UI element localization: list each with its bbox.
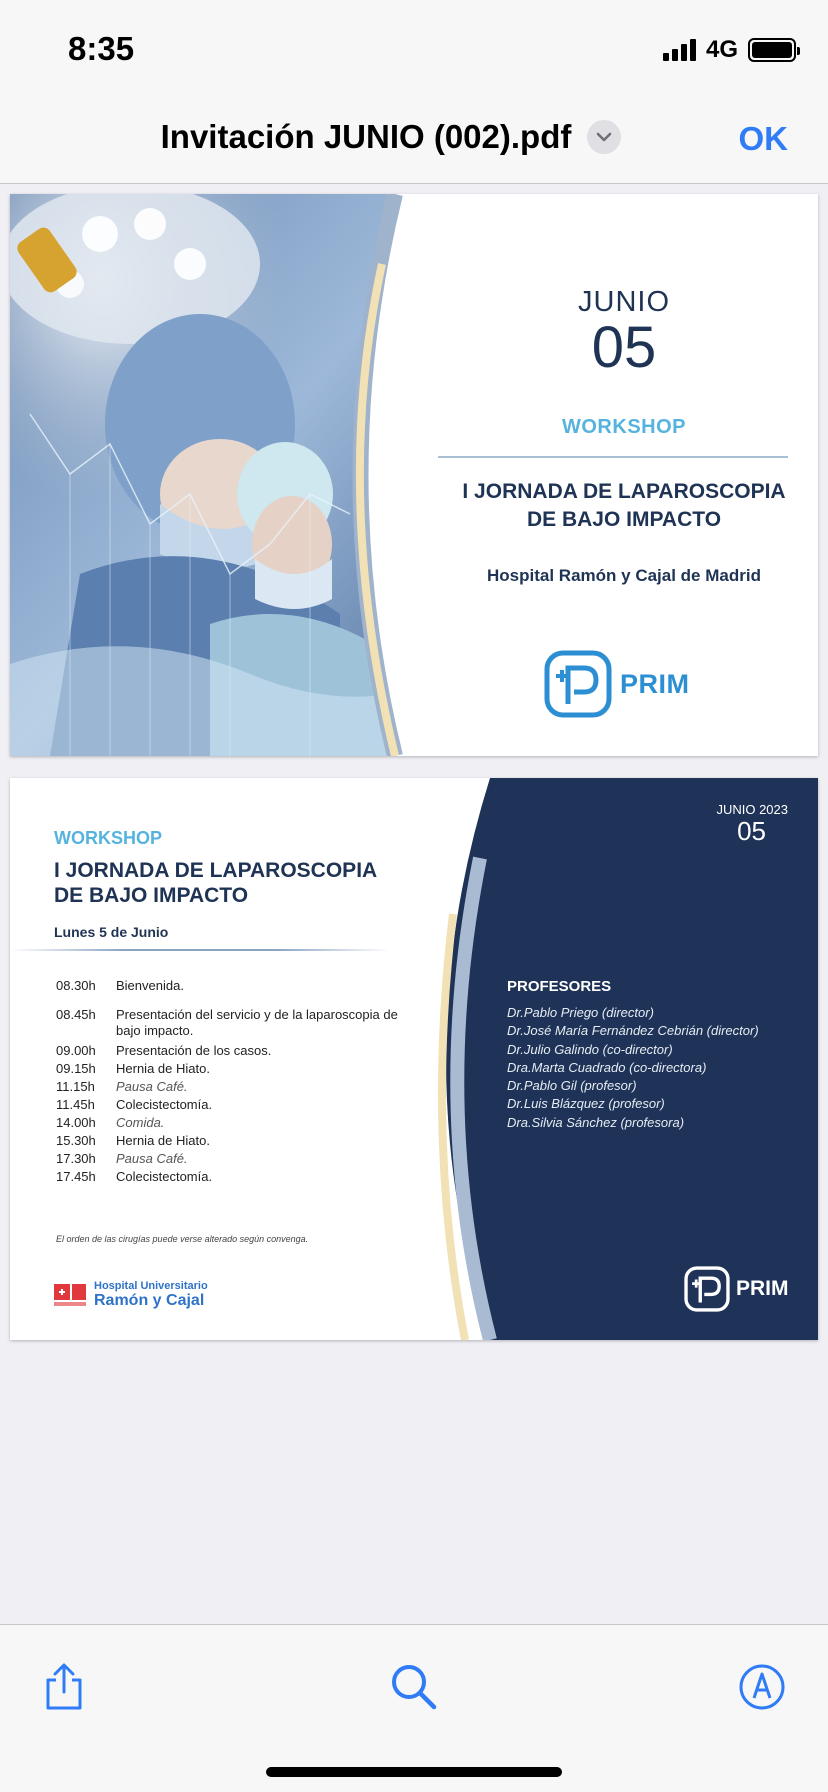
prim-logo-icon bbox=[544, 650, 612, 718]
professor-item: Dr.Pablo Gil (profesor) bbox=[507, 1078, 637, 1094]
status-time: 8:35 bbox=[68, 30, 135, 67]
prim-logo-white-text: PRIM bbox=[736, 1277, 789, 1300]
bottom-toolbar bbox=[0, 1624, 828, 1792]
program-date: Lunes 5 de Junio bbox=[54, 924, 169, 940]
schedule-item: Colecistectomía. bbox=[116, 1097, 213, 1112]
cover-day: 05 bbox=[591, 315, 657, 380]
cover-title-line2: DE BAJO IMPACTO bbox=[526, 508, 722, 531]
schedule-item: Colecistectomía. bbox=[116, 1169, 213, 1184]
schedule-time: 09.15h bbox=[56, 1061, 96, 1076]
schedule-time: 11.45h bbox=[56, 1097, 95, 1112]
schedule-item: Presentación de los casos. bbox=[116, 1043, 272, 1058]
chevron-down-icon[interactable] bbox=[587, 120, 621, 154]
status-bar bbox=[0, 0, 828, 92]
search-icon[interactable] bbox=[384, 1657, 444, 1717]
cover-workshop-label: WORKSHOP bbox=[562, 416, 686, 438]
program-day: 05 bbox=[737, 816, 766, 846]
schedule-time: 08.45h bbox=[56, 1007, 96, 1022]
schedule-time: 17.45h bbox=[56, 1169, 96, 1184]
schedule-time: 08.30h bbox=[56, 978, 96, 993]
program-month-year: JUNIO 2023 bbox=[716, 802, 788, 817]
home-indicator bbox=[266, 1767, 562, 1777]
schedule-item: Comida. bbox=[116, 1115, 165, 1130]
cover-divider bbox=[438, 456, 788, 458]
schedule-item: Pausa Café. bbox=[116, 1151, 188, 1166]
program-workshop-label: WORKSHOP bbox=[54, 828, 162, 848]
cellular-signal-icon bbox=[663, 39, 696, 61]
schedule-time: 15.30h bbox=[56, 1133, 96, 1148]
professor-item: Dr.Pablo Priego (director) bbox=[507, 1005, 654, 1020]
professor-item: Dra.Marta Cuadrado (co-directora) bbox=[507, 1059, 707, 1075]
hospital-logo-line1: Hospital Universitario bbox=[94, 1280, 208, 1292]
document-title[interactable]: Invitación JUNIO (002).pdf bbox=[160, 118, 572, 155]
professor-item: Dr.José María Fernández Cebrián (director) bbox=[507, 1023, 759, 1039]
schedule-item: Hernia de Hiato. bbox=[116, 1133, 210, 1148]
surgeons-photo bbox=[10, 194, 470, 756]
pdf-page-2 bbox=[10, 778, 818, 1340]
schedule-note: El orden de las cirugías puede verse alterado según convenga. bbox=[56, 1234, 309, 1244]
cover-title bbox=[430, 478, 818, 534]
schedule-item: Bienvenida. bbox=[116, 978, 184, 993]
program-title-line1: I JORNADA DE LAPAROSCOPIA bbox=[54, 859, 378, 882]
professors-panel bbox=[440, 778, 818, 1340]
ok-button[interactable]: OK bbox=[738, 120, 788, 157]
nav-bar bbox=[0, 92, 828, 184]
professor-item: Dr.Luis Blázquez (profesor) bbox=[507, 1096, 665, 1112]
schedule-item: Pausa Café. bbox=[116, 1079, 188, 1094]
hospital-logo-line2: Ramón y Cajal bbox=[94, 1292, 205, 1309]
prim-logo-white-icon bbox=[684, 1266, 730, 1312]
pdf-page-1 bbox=[10, 194, 818, 756]
schedule-time: 11.15h bbox=[56, 1079, 95, 1094]
cover-text-block bbox=[430, 194, 818, 756]
status-indicators bbox=[663, 36, 796, 64]
schedule-time: 14.00h bbox=[56, 1115, 96, 1130]
professors-list bbox=[507, 1004, 759, 1132]
professor-item: Dra.Silvia Sánchez (profesora) bbox=[507, 1114, 685, 1130]
professor-item: Dr.Julio Galindo (co-director) bbox=[507, 1041, 673, 1057]
prim-logo bbox=[544, 650, 690, 718]
cover-title-line1: I JORNADA DE LAPAROSCOPIA bbox=[462, 480, 786, 503]
schedule-time: 17.30h bbox=[56, 1151, 96, 1166]
schedule-time: 09.00h bbox=[56, 1043, 96, 1058]
cover-month: JUNIO bbox=[578, 286, 670, 318]
prim-logo-text: PRIM bbox=[620, 668, 690, 699]
schedule-item: Presentación del servicio y de la laparoscopia de bajo impacto. bbox=[116, 1007, 398, 1038]
document-title-group[interactable] bbox=[0, 118, 828, 156]
professors-heading: PROFESORES bbox=[507, 978, 612, 995]
markup-icon[interactable] bbox=[732, 1657, 792, 1717]
schedule-item: Hernia de Hiato. bbox=[116, 1061, 210, 1076]
battery-icon bbox=[748, 38, 796, 62]
network-type: 4G bbox=[705, 36, 738, 63]
program-title-line2: DE BAJO IMPACTO bbox=[54, 884, 249, 907]
cover-hospital: Hospital Ramón y Cajal de Madrid bbox=[487, 566, 761, 585]
prim-logo-white bbox=[684, 1266, 789, 1312]
share-icon[interactable] bbox=[34, 1657, 94, 1717]
